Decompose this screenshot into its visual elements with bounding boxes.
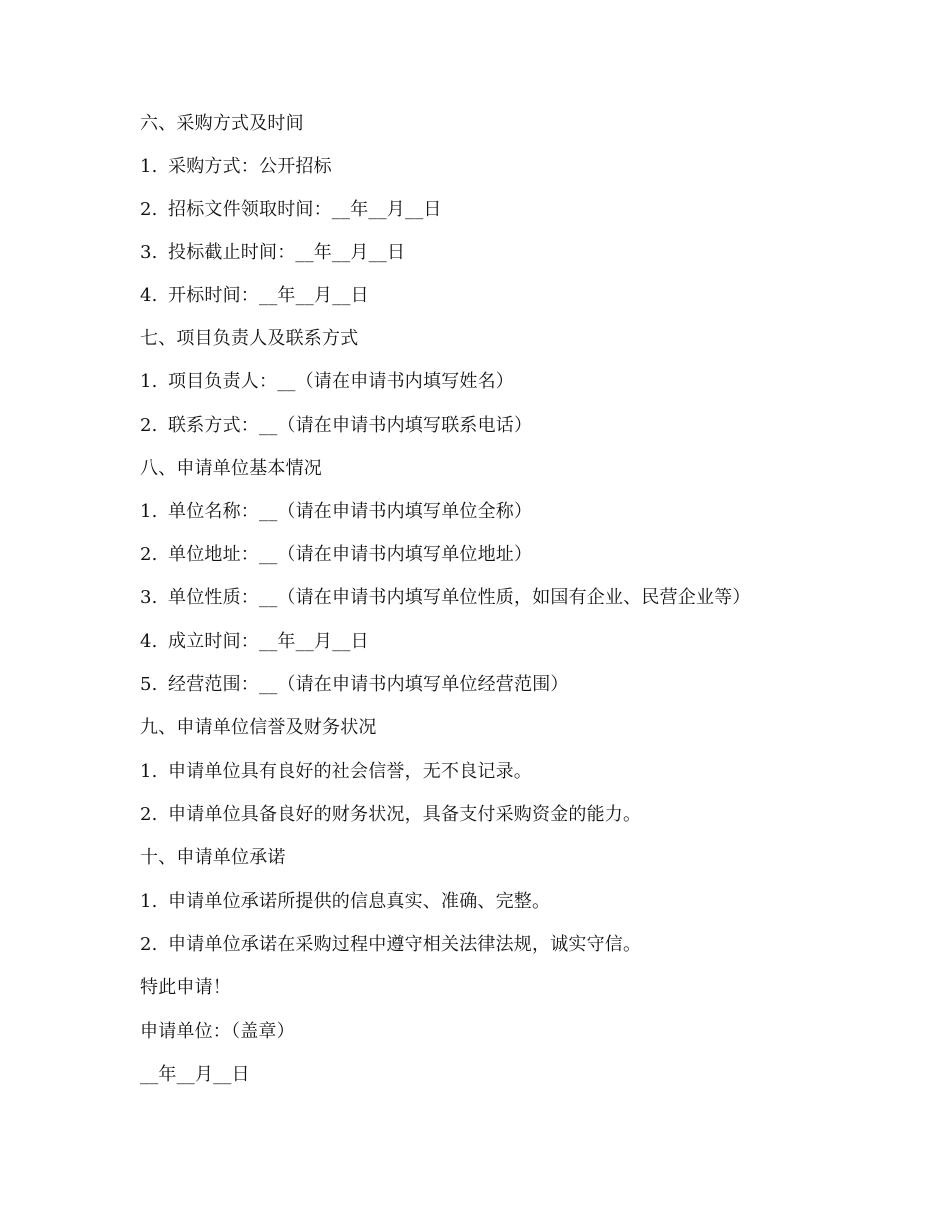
list-item xyxy=(140,586,751,610)
item-text: 项目负责人：__（请在申请书内填写姓名） xyxy=(168,371,514,392)
list-item xyxy=(140,803,641,827)
list-item xyxy=(140,543,532,567)
list-item xyxy=(140,414,532,438)
section-heading-credit-finance: 九、申请单位信誉及财务状况 xyxy=(140,717,377,738)
section-heading-procurement-method: 六、采购方式及时间 xyxy=(140,113,304,134)
list-item xyxy=(140,933,641,957)
item-number: 2. xyxy=(140,199,158,220)
item-text: 申请单位具有良好的社会信誉，无不良记录。 xyxy=(168,761,532,782)
section-heading-project-contact: 七、项目负责人及联系方式 xyxy=(140,328,359,349)
item-number: 3. xyxy=(140,242,158,263)
item-text: 经营范围：__（请在申请书内填写单位经营范围） xyxy=(168,674,569,695)
item-number: 1. xyxy=(140,761,158,782)
item-number: 2. xyxy=(140,415,158,436)
item-text: 开标时间：__年__月__日 xyxy=(168,285,369,306)
item-text: 招标文件领取时间：__年__月__日 xyxy=(168,199,442,220)
item-number: 4. xyxy=(140,285,158,306)
item-number: 5. xyxy=(140,674,158,695)
item-text: 采购方式：公开招标 xyxy=(168,156,332,177)
item-text: 单位性质：__（请在申请书内填写单位性质，如国有企业、民营企业等） xyxy=(168,587,751,608)
signature-date: __年__月__日 xyxy=(140,1064,250,1085)
item-text: 申请单位具备良好的财务状况，具备支付采购资金的能力。 xyxy=(168,804,642,825)
item-text: 投标截止时间：__年__月__日 xyxy=(168,242,406,263)
item-text: 单位地址：__（请在申请书内填写单位地址） xyxy=(168,544,533,565)
list-item xyxy=(140,630,369,654)
item-text: 申请单位承诺在采购过程中遵守相关法律法规，诚实守信。 xyxy=(168,934,642,955)
item-number: 2. xyxy=(140,934,158,955)
list-item xyxy=(140,155,332,179)
list-item xyxy=(140,284,369,308)
section-heading-commitment: 十、申请单位承诺 xyxy=(140,847,286,868)
item-text: 申请单位承诺所提供的信息真实、准确、完整。 xyxy=(168,891,551,912)
closing-statement: 特此申请！ xyxy=(140,977,231,998)
item-text: 联系方式：__（请在申请书内填写联系电话） xyxy=(168,415,533,436)
item-text: 单位名称：__（请在申请书内填写单位全称） xyxy=(168,501,533,522)
item-number: 2. xyxy=(140,544,158,565)
item-number: 1. xyxy=(140,891,158,912)
list-item xyxy=(140,760,532,784)
section-heading-applicant-basic-info: 八、申请单位基本情况 xyxy=(140,458,322,479)
item-number: 1. xyxy=(140,156,158,177)
item-number: 2. xyxy=(140,804,158,825)
item-number: 4. xyxy=(140,631,158,652)
list-item xyxy=(140,370,514,394)
item-number: 1. xyxy=(140,501,158,522)
list-item xyxy=(140,500,532,524)
applicant-signature-line: 申请单位：（盖章） xyxy=(140,1021,295,1042)
list-item xyxy=(140,241,405,265)
item-number: 1. xyxy=(140,371,158,392)
item-text: 成立时间：__年__月__日 xyxy=(168,631,369,652)
list-item xyxy=(140,673,569,697)
list-item xyxy=(140,890,550,914)
list-item xyxy=(140,198,442,222)
item-number: 3. xyxy=(140,587,158,608)
